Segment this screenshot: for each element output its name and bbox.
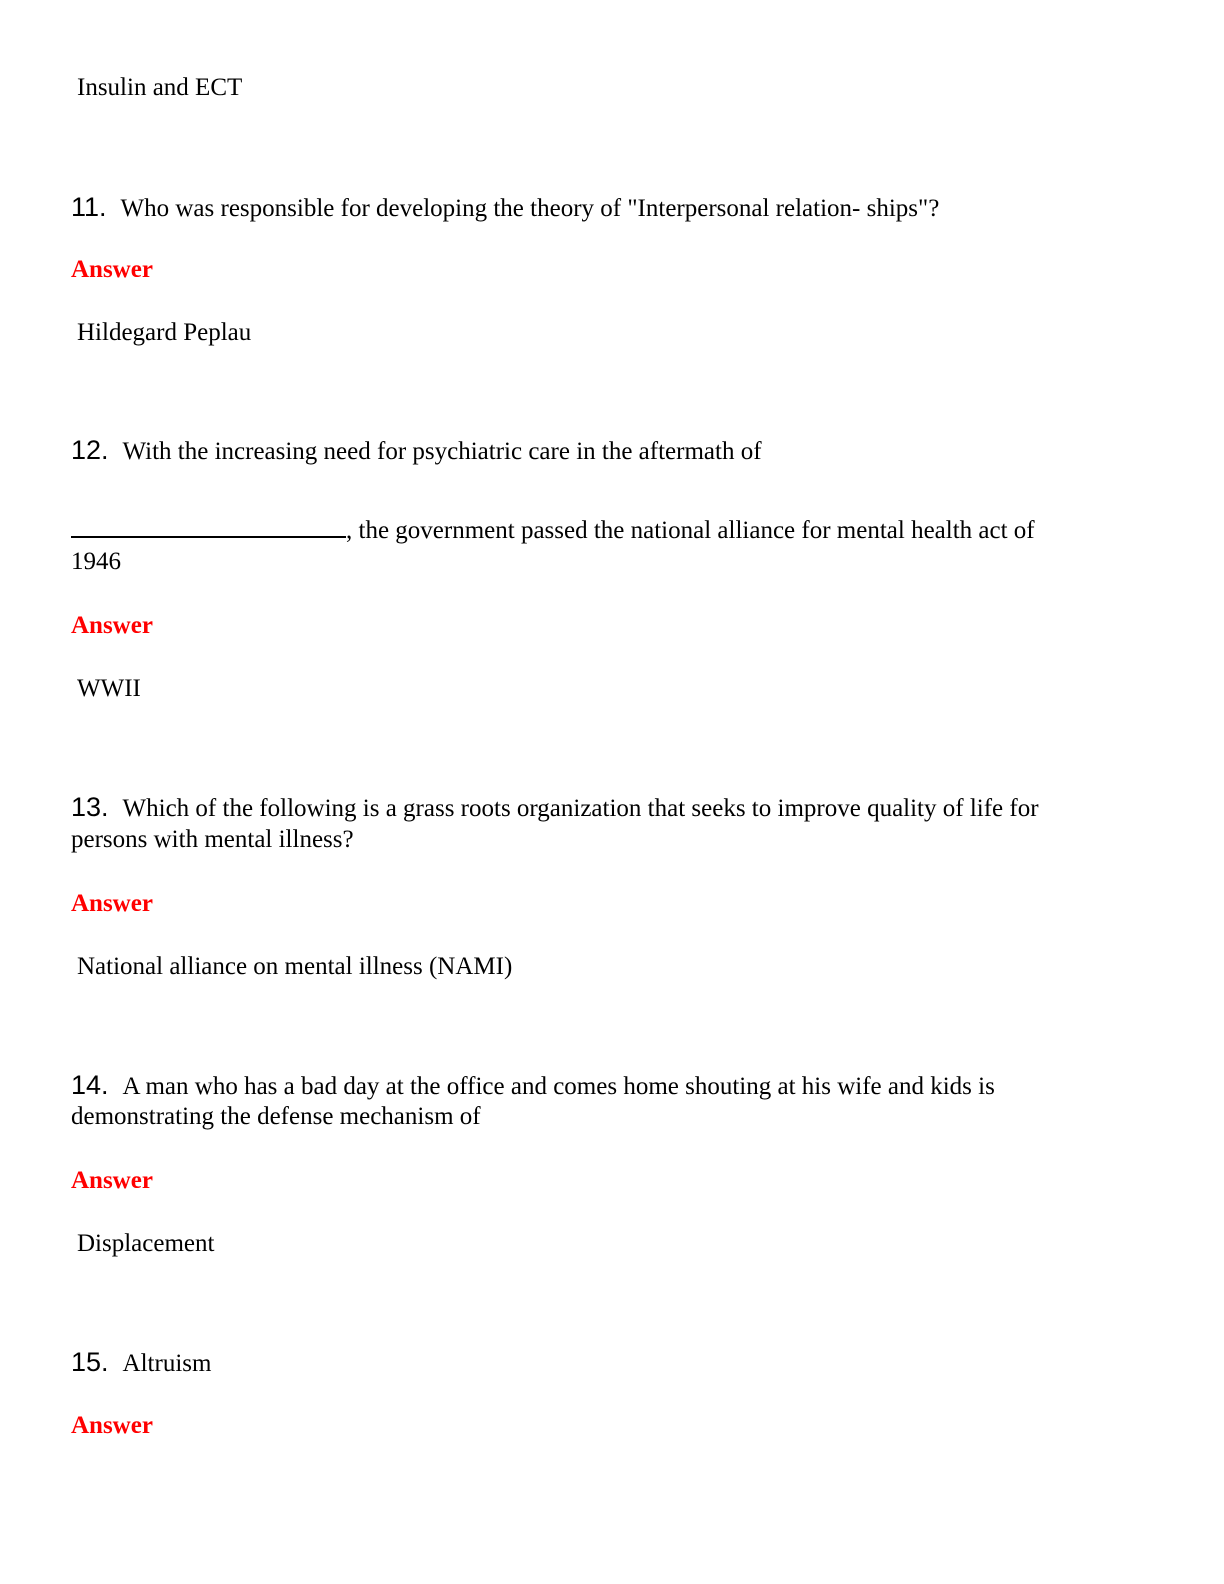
question-number: 12. (71, 435, 109, 465)
question-13-line2: persons with mental illness? (71, 826, 354, 853)
answer-label: Answer (71, 256, 153, 283)
question-number: 14. (71, 1070, 109, 1100)
answer-label: Answer (71, 890, 153, 917)
answer-label: Answer (71, 612, 153, 639)
previous-answer-text: Insulin and ECT (77, 74, 243, 101)
question-14 (71, 1070, 995, 1102)
question-15 (71, 1347, 211, 1379)
question-text: A man who has a bad day at the office and comes home shouting at his wife and kids is (122, 1073, 995, 1100)
question-text: , the government passed the national alliance for mental health act of (346, 517, 1035, 544)
question-11 (71, 192, 939, 224)
fill-in-blank (71, 514, 346, 538)
question-text: Who was responsible for developing the theory of "Interpersonal relation- ships"? (120, 195, 940, 222)
question-text: With the increasing need for psychiatric care in the aftermath of (122, 438, 762, 465)
question-12 (71, 435, 762, 467)
answer-text: WWII (77, 675, 141, 702)
answer-label: Answer (71, 1412, 153, 1439)
answer-text: National alliance on mental illness (NAMI) (77, 953, 513, 980)
question-text: Altruism (122, 1350, 212, 1377)
question-13 (71, 792, 1039, 824)
answer-text: Displacement (77, 1230, 215, 1257)
question-text: Which of the following is a grass roots organization that seeks to improve quality of life for (122, 795, 1039, 822)
question-number: 11. (71, 192, 107, 222)
question-number: 15. (71, 1347, 109, 1377)
question-14-line2: demonstrating the defense mechanism of (71, 1103, 481, 1130)
question-12-line3: 1946 (71, 548, 121, 575)
question-12-line2 (71, 514, 1035, 546)
answer-text: Hildegard Peplau (77, 319, 252, 346)
question-number: 13. (71, 792, 109, 822)
answer-label: Answer (71, 1167, 153, 1194)
